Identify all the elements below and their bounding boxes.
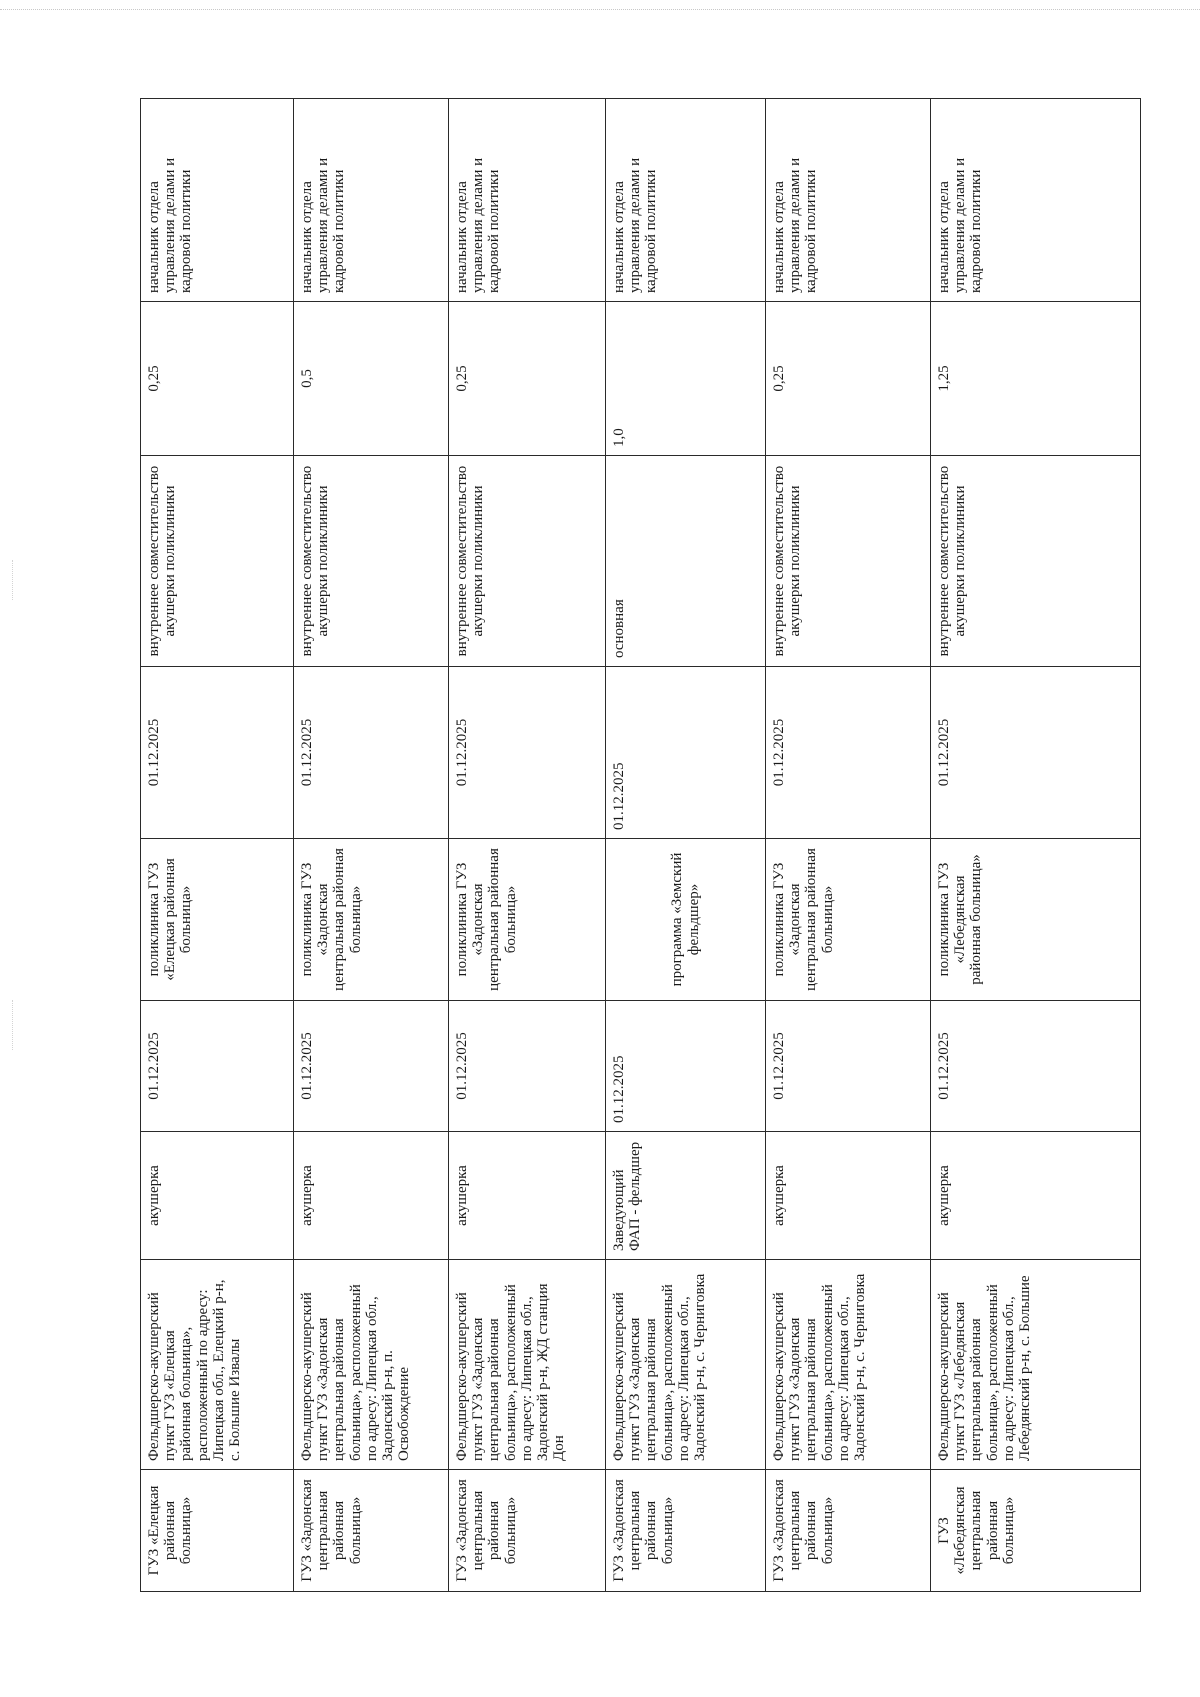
cell-organization: ГУЗ «Елецкая районная больница» [141, 1470, 294, 1592]
cell-responsible: начальник отдела управления делами и кадровой политики [141, 99, 294, 302]
cell-date: 01.12.2025 [766, 1001, 931, 1132]
cell-position: акушерка [141, 1132, 294, 1260]
cell-source: поликлиника ГУЗ «Задонская центральная районная больница» [294, 839, 449, 1001]
cell-date: 01.12.2025 [141, 667, 294, 839]
table-row [294, 99, 449, 1592]
cell-organization: ГУЗ «Задонская центральная районная больница» [606, 1470, 766, 1592]
staffing-table [140, 98, 1141, 1592]
cell-date: 01.12.2025 [931, 667, 1141, 839]
cell-source: поликлиника ГУЗ «Лебедянская районная больница» [931, 839, 1141, 1001]
cell-date: 01.12.2025 [294, 667, 449, 839]
cell-date: 01.12.2025 [606, 1001, 766, 1132]
cell-organization: ГУЗ «Задонская центральная районная больница» [766, 1470, 931, 1592]
cell-unit-address: Фельдшерско-акушерский пункт ГУЗ «Лебедянская центральная районная больница», расположенный по адресу: Липецкая обл., Лебедянский р-н, с. Большие [931, 1260, 1141, 1470]
cell-source: поликлиника ГУЗ «Елецкая районная больница» [141, 839, 294, 1001]
cell-rate: 1,0 [606, 302, 766, 456]
page-margin-mark [12, 1000, 13, 1050]
cell-position: акушерка [766, 1132, 931, 1260]
cell-employment-type: основная [606, 456, 766, 667]
cell-employment-type: внутреннее совместительство акушерки поликлиники [766, 456, 931, 667]
cell-responsible: начальник отдела управления делами и кадровой политики [294, 99, 449, 302]
cell-date: 01.12.2025 [766, 667, 931, 839]
table-row [766, 99, 931, 1592]
rotated-table-container [140, 99, 1140, 1592]
cell-position: акушерка [449, 1132, 606, 1260]
cell-date: 01.12.2025 [141, 1001, 294, 1132]
cell-organization: ГУЗ «Задонская центральная районная больница» [449, 1470, 606, 1592]
cell-unit-address: Фельдшерско-акушерский пункт ГУЗ «Задонская центральная районная больница», расположенный по адресу: Липецкая обл., Задонский р-н, с. Черниговка [606, 1260, 766, 1470]
cell-rate: 0,25 [141, 302, 294, 456]
cell-responsible: начальник отдела управления делами и кадровой политики [606, 99, 766, 302]
cell-organization: ГУЗ «Лебедянская центральная районная больница» [931, 1470, 1141, 1592]
cell-responsible: начальник отдела управления делами и кадровой политики [766, 99, 931, 302]
table-row [606, 99, 766, 1592]
cell-responsible: начальник отдела управления делами и кадровой политики [931, 99, 1141, 302]
cell-position: акушерка [294, 1132, 449, 1260]
page-margin-mark [12, 560, 13, 600]
cell-source: поликлиника ГУЗ «Задонская центральная районная больница» [766, 839, 931, 1001]
cell-unit-address: Фельдшерско-акушерский пункт ГУЗ «Елецкая районная больница», расположенный по адресу: Липецкая обл., Елецкий р-н, с. Большие Извалы [141, 1260, 294, 1470]
cell-unit-address: Фельдшерско-акушерский пункт ГУЗ «Задонская центральная районная больница», расположенный по адресу: Липецкая обл., Задонский р-н, с. Черниговка [766, 1260, 931, 1470]
cell-position: акушерка [931, 1132, 1141, 1260]
cell-position: Заведующий ФАП - фельдшер [606, 1132, 766, 1260]
cell-employment-type: внутреннее совместительство акушерки поликлиники [931, 456, 1141, 667]
cell-rate: 1,25 [931, 302, 1141, 456]
table-row [449, 99, 606, 1592]
cell-rate: 0,25 [766, 302, 931, 456]
cell-source: программа «Земский фельдшер» [606, 839, 766, 1001]
cell-responsible: начальник отдела управления делами и кадровой политики [449, 99, 606, 302]
table-row [931, 99, 1141, 1592]
cell-employment-type: внутреннее совместительство акушерки поликлиники [449, 456, 606, 667]
cell-organization: ГУЗ «Задонская центральная районная больница» [294, 1470, 449, 1592]
cell-unit-address: Фельдшерско-акушерский пункт ГУЗ «Задонская центральная районная больница», расположенный по адресу: Липецкая обл., Задонский р-н, п. Освобождение [294, 1260, 449, 1470]
cell-date: 01.12.2025 [294, 1001, 449, 1132]
cell-date: 01.12.2025 [449, 1001, 606, 1132]
cell-rate: 0,25 [449, 302, 606, 456]
cell-date: 01.12.2025 [606, 667, 766, 839]
page-edge-line [0, 9, 1200, 10]
cell-employment-type: внутреннее совместительство акушерки поликлиники [141, 456, 294, 667]
cell-date: 01.12.2025 [931, 1001, 1141, 1132]
cell-unit-address: Фельдшерско-акушерский пункт ГУЗ «Задонская центральная районная больница», расположенный по адресу: Липецкая обл., Задонский р-н, ЖД станция Дон [449, 1260, 606, 1470]
cell-employment-type: внутреннее совместительство акушерки поликлиники [294, 456, 449, 667]
table-row [141, 99, 294, 1592]
table-body [141, 99, 1141, 1592]
cell-rate: 0,5 [294, 302, 449, 456]
cell-date: 01.12.2025 [449, 667, 606, 839]
cell-source: поликлиника ГУЗ «Задонская центральная районная больница» [449, 839, 606, 1001]
